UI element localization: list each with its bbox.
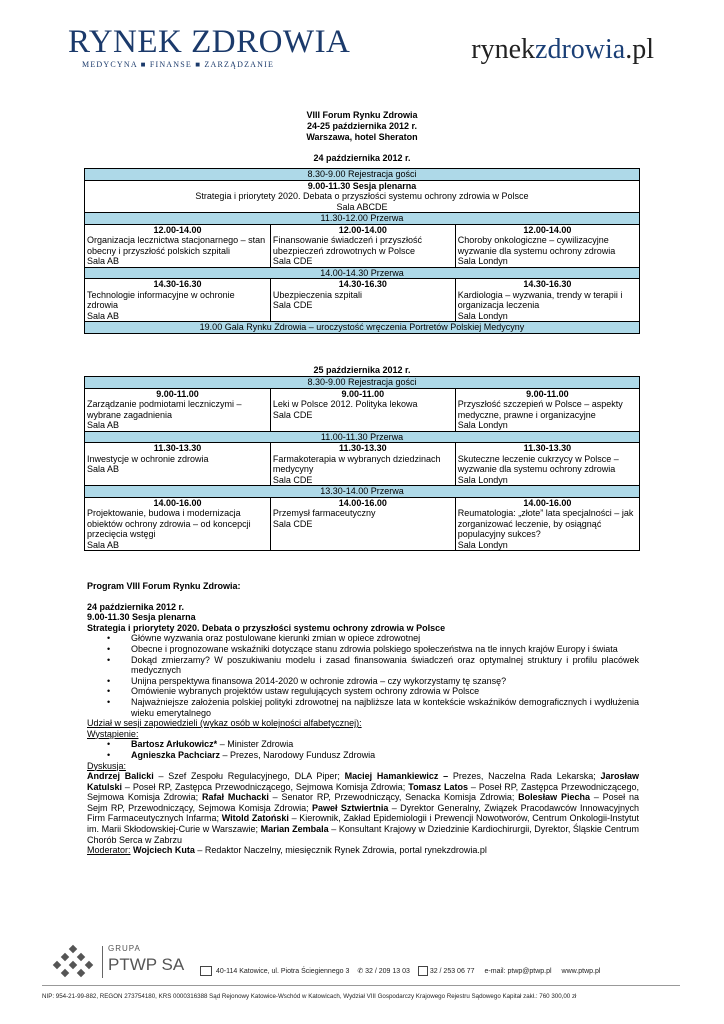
day2-block3-session-1 [85, 497, 271, 551]
session-room: Sala AB [87, 256, 120, 266]
speakers-list [87, 739, 639, 760]
list-item: • Dokąd zmierzamy? W poszukiwaniu modelu i zasad finansowania świadczeń oraz optymalnej struktury i profilu placówek medycznych [131, 655, 639, 676]
footer-phone: 32 / 209 13 03 [365, 967, 410, 975]
program-topic: Strategia i priorytety 2020. Debata o przyszłości systemu ochrony zdrowia w Polsce [87, 622, 446, 633]
session-time: 14.00-16.00 [523, 497, 572, 508]
footer-divider [42, 985, 680, 986]
session-time: 14.30-16.30 [338, 279, 387, 289]
event-title-block [0, 110, 724, 164]
day2-block3-session-3 [455, 497, 639, 551]
day1-block2-session-2 [270, 279, 455, 322]
session-time: 9.00-11.00 [341, 388, 385, 399]
day2-break1: 11.00-11.30 Przerwa [85, 431, 640, 443]
logo-divider [102, 946, 103, 978]
session-room: Sala CDE [272, 518, 313, 529]
program-heading: Program VIII Forum Rynku Zdrowia: [87, 581, 241, 591]
speaker-item [131, 739, 639, 750]
panelist-role: – Poseł RP, Zastępca Przewodniczącego, Sejmowa Komisja Zdrowia; [87, 781, 640, 803]
day1-break1: 11.30-12.00 Przerwa [85, 213, 640, 225]
list-item: • Główne wyzwania oraz postulowane kierunki zmian w opiece zdrowotnej [131, 633, 639, 644]
session-room: Sala AB [87, 420, 120, 430]
session-room: Sala AB [87, 539, 120, 550]
moderator-label: Moderator: [87, 845, 131, 856]
panelist-role: – Poseł na Sejm RP, Przewodniczący, Sejmowa Komisja Zdrowia; [87, 792, 639, 813]
event-dates: 24-25 października 2012 r. [306, 121, 418, 131]
session-time: 11.30-13.30 [523, 443, 572, 453]
discussion-paragraph [87, 771, 639, 845]
session-topic: Inwestycje w ochronie zdrowia [87, 453, 209, 464]
session-time: 9.00-11.00 [526, 388, 569, 399]
session-time: 9.00-11.00 [156, 388, 199, 399]
day1-title: 24 października 2012 r. [313, 153, 411, 163]
speaker-role: – Minister Zdrowia [217, 739, 294, 750]
session-topic: Przemysł farmaceutyczny [272, 508, 376, 518]
list-item: • Najważniejsze założenia polskiej polityki zdrowotnej na najbliższe lata w kontekście wskaźników demograficznych i wydłużenia wieku emerytalnego [131, 697, 639, 718]
day1-block2-session-3 [455, 279, 639, 322]
site-part-2: zdrowia [535, 34, 626, 65]
moderator-name: Wojciech Kuta [133, 845, 195, 856]
fax-icon [418, 966, 428, 976]
day2-schedule-table [84, 376, 640, 551]
day2-block1-session-3 [455, 388, 639, 431]
building-icon [200, 966, 212, 976]
panelist-name: Maciej Hamankiewicz – [344, 771, 449, 782]
session-time: 12.00-14.00 [153, 224, 202, 235]
panelist-role: – Poseł RP, Zastępca Przewodniczącego, Sejmowa Komisja Zdrowia; [122, 781, 409, 792]
session-topic: Zarządzanie podmiotami leczniczymi – wybrane zagadnienia [87, 399, 242, 420]
day1-plenary-room: Sala ABCDE [336, 201, 388, 212]
program-date: 24 października 2012 r. [87, 601, 185, 612]
footer-legal: NIP: 954-21-99-882, REGON 273754180, KRS 0000316388 Sąd Rejonowy Katowice-Wschód w Katowicach, Wydział VIII Gospodarczy Krajowego Rejestru Sądowego Kapitał zakł.: 760 300,00 zł [42, 993, 577, 1000]
day2-registration: 8.30-9.00 Rejestracja gości [85, 377, 640, 389]
panelist-role: – Dyrektor Generalny, Związek Pracodawców Innowacyjnych Firm Farmaceutycznych Infarma; [87, 802, 640, 824]
session-room: Sala AB [87, 464, 120, 474]
session-topic: Ubezpieczenia szpitali [272, 289, 362, 300]
day1-plenary-time: 9.00-11.30 Sesja plenarna [307, 180, 417, 191]
program-section [87, 581, 639, 856]
day1-block1-session-2 [270, 224, 455, 267]
site-part-1: rynek [471, 34, 536, 65]
session-room: Sala Londyn [457, 420, 508, 430]
session-topic: Choroby onkologiczne – cywilizacyjne wyzwanie dla systemu ochrony zdrowia [457, 235, 616, 256]
panelist-name: Paweł Sztwiertnia [311, 802, 389, 813]
day1-block1-session-1 [85, 224, 271, 267]
panelist-name: Jarosław Katulski [87, 771, 639, 792]
session-topic: Skuteczne leczenie cukrzycy w Polsce – wyzwanie dla systemu ochrony zdrowia [457, 453, 619, 474]
panelist-role: – Senator RP, Przewodniczący, Senacka Komisja Zdrowia; [268, 792, 519, 803]
day1-block2-session-1 [85, 279, 271, 322]
day2-block2-session-2 [270, 443, 455, 486]
day1-break2: 14.00-14.30 Przerwa [85, 267, 640, 279]
session-topic: Reumatologia: „złote” lata specjalności – jak zorganizować leczenie, by osiągnąć populacyjny sukces? [457, 508, 634, 539]
participants-label: Udział w sesji zapowiedzieli (wykaz osób w kolejności alfabetycznej): [87, 718, 362, 729]
session-topic: Leki w Polsce 2012. Polityka lekowa [272, 399, 418, 409]
day2-block1-session-2 [270, 388, 455, 431]
footer-address: 40-114 Katowice, ul. Piotra Ściegiennego 3 [216, 967, 350, 975]
speaker-name: Bartosz Arłukowicz* [131, 739, 218, 750]
session-room: Sala CDE [272, 300, 313, 310]
list-item: • Unijna perspektywa finansowa 2014-2020 w ochronie zdrowia – czy wykorzystamy tę szansę? [131, 676, 639, 687]
program-bullets [87, 633, 639, 718]
session-time: 11.30-13.30 [339, 443, 387, 453]
day2-break2: 13.30-14.00 Przerwa [85, 486, 640, 498]
panelist-name: Witold Zatoński [221, 813, 289, 824]
day1-registration: 8.30-9.00 Rejestracja gości [85, 169, 640, 181]
session-time: 14.30-16.30 [153, 279, 202, 289]
discussion-label: Dyskusja: [87, 760, 127, 771]
list-item: • Obecne i prognozowane wskaźniki dotyczące stanu zdrowia polskiego społeczeństwa na tle innych krajów Europy i świata [131, 644, 639, 655]
list-item: • Omówienie wybranych projektów ustaw regulujących system ochrony zdrowia w Polsce [131, 686, 639, 697]
program-session: 9.00-11.30 Sesja plenarna [87, 612, 196, 623]
panelist-name: Marian Zembala [260, 824, 329, 835]
session-topic: Technologie informacyjne w ochronie zdrowia [87, 289, 235, 310]
session-time: 14.00-16.00 [338, 497, 387, 508]
event-place: Warszawa, hotel Sheraton [306, 132, 418, 142]
session-room: Sala Londyn [457, 310, 508, 321]
day2-title: 25 października 2012 r. [313, 365, 411, 375]
session-topic: Finansowanie świadczeń i przyszłość ubezpieczeń zdrowotnych w Polsce [272, 235, 422, 256]
panelist-name: Rafał Muchacki [202, 792, 269, 803]
session-topic: Przyszłość szczepień w Polsce – aspekty medyczne, prawne i organizacyjne [457, 399, 623, 420]
panelist-role: Prezes, Naczelna Rada Lekarska; [448, 771, 601, 782]
session-time: 14.30-16.30 [523, 279, 572, 289]
logo-tagline: MEDYCYNA ■ FINANSE ■ ZARZĄDZANIE [82, 60, 275, 69]
company-name: PTWP SA [108, 955, 185, 974]
panelist-name: Bolesław Piecha [518, 792, 591, 803]
day2-block2-session-1 [85, 443, 271, 486]
session-room: Sala CDE [272, 409, 313, 420]
session-time: 14.00-16.00 [153, 497, 202, 508]
session-topic: Farmakoterapia w wybranych dziedzinach medycyny [272, 453, 441, 474]
session-topic: Kardiologia – wyzwania, trendy w terapii i organizacja leczenia [457, 289, 623, 310]
session-room: Sala Londyn [457, 474, 508, 485]
site-name [471, 34, 654, 66]
session-topic: Organizacja lecznictwa stacjonarnego – stan obecny i przyszłość polskich szpitali [87, 235, 266, 256]
day2-block1-session-1 [85, 388, 271, 431]
rynek-zdrowia-logo: RYNEK ZDROWIA [68, 24, 351, 60]
footer-email[interactable]: e-mail: ptwp@ptwp.pl [484, 967, 552, 975]
speaker-item [131, 750, 639, 761]
panelist-role: – Kierownik, Zakład Epidemiologii i Prewencji Nowotworów, Centrum Onkologii-Instytut im. Marii Skłodowskiej-Curie w Warszawie; [87, 813, 639, 835]
moderator-line [87, 845, 639, 856]
day2-block3-session-2 [270, 497, 455, 551]
session-room: Sala AB [87, 310, 120, 321]
panelist-name: Tomasz Latos [408, 781, 468, 792]
panelist-role: – Konsultant Krajowy w Dziedzinie Kardiochirurgii, Dyrektor, Śląskie Centrum Chorób Serca w Zabrzu [87, 824, 639, 845]
day1-plenary-topic: Strategia i priorytety 2020. Debata o przyszłości systemu ochrony zdrowia w Polsce [195, 191, 529, 201]
session-topic: Projektowanie, budowa i modernizacja obiektów ochrony zdrowia – od koncepcji przecięcia wstęgi [87, 508, 251, 539]
day1-schedule-table [84, 168, 640, 334]
speeches-label: Wystąpienie: [87, 728, 139, 739]
site-part-3: .pl [625, 34, 654, 65]
grupa-label: GRUPA [108, 944, 141, 953]
day1-block1-session-3 [455, 224, 639, 267]
day1-plenary-cell [85, 180, 640, 213]
panelist-role: – Szef Zespołu Regulacyjnego, DLA Piper; [153, 771, 345, 782]
day1-gala: 19.00 Gala Rynku Zdrowia – uroczystość wręczenia Portretów Polskiej Medycyny [85, 322, 640, 334]
footer-fax: 32 / 253 06 77 [429, 967, 475, 975]
moderator-role: – Redaktor Naczelny, miesięcznik Rynek Zdrowia, portal rynekzdrowia.pl [194, 845, 487, 856]
session-time: 12.00-14.00 [523, 224, 572, 235]
session-time: 12.00-14.00 [338, 224, 387, 235]
event-title: VIII Forum Rynku Zdrowia [306, 110, 418, 120]
session-room: Sala Londyn [457, 539, 508, 550]
ptwp-mark-icon [52, 944, 102, 984]
footer-web[interactable]: www.ptwp.pl [561, 967, 601, 975]
day2-block2-session-3 [455, 443, 639, 486]
footer-contact-line [186, 966, 600, 976]
session-room: Sala CDE [272, 474, 313, 485]
phone-icon: ✆ [357, 967, 364, 975]
speaker-name: Agnieszka Pachciarz [131, 749, 221, 760]
session-room: Sala Londyn [457, 256, 508, 266]
panelist-name: Andrzej Balicki [87, 771, 154, 782]
session-room: Sala CDE [272, 256, 313, 266]
session-time: 11.30-13.30 [153, 443, 202, 453]
speaker-role: – Prezes, Narodowy Fundusz Zdrowia [220, 749, 376, 760]
